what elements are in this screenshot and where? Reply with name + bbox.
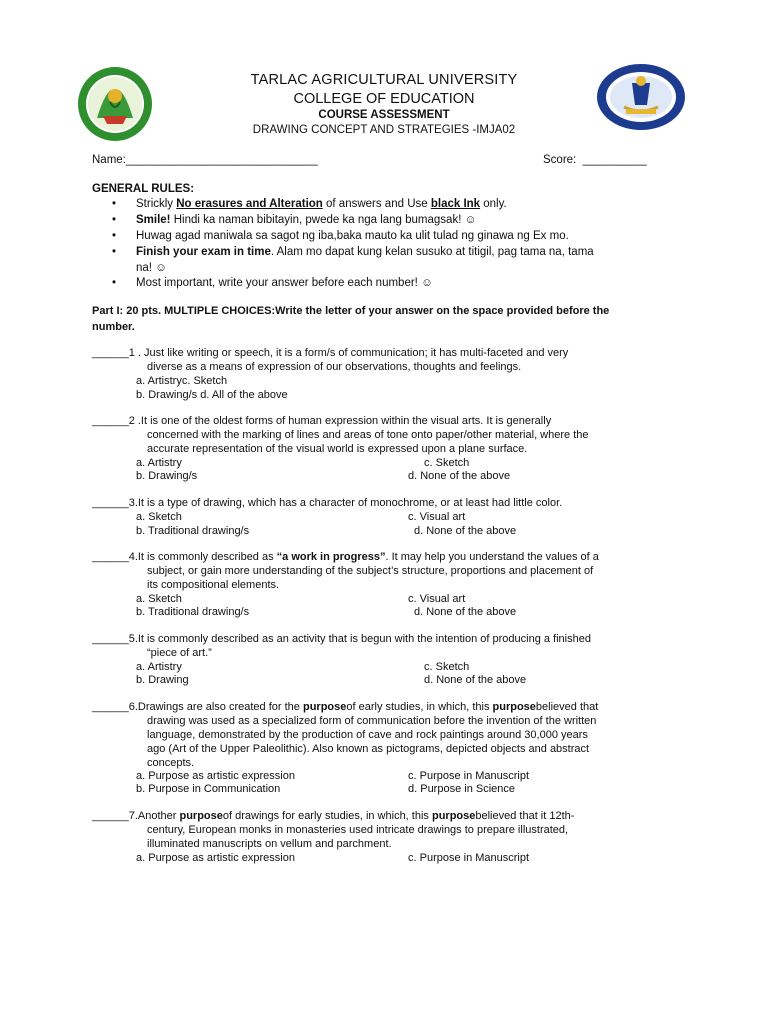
question-1-option-a: a. Artistryc. Sketch [136,375,228,387]
question-6-line-2: drawing was used as a specialized form of communication before the invention of the written [147,715,597,727]
question-6-option-b: b. Purpose in Communication [136,783,281,795]
question-4-option-a: a. Sketch [136,593,182,605]
question-5-line-2: “piece of art.” [147,647,212,659]
question-7-emphasis-2: purpose [431,810,476,822]
question-6-option-a: a. Purpose as artistic expression [136,770,295,782]
question-4-option-b: b. Traditional drawing/s [136,606,250,618]
question-7-line-2: century, European monks in monasteries used intricate drawings to prepare illustrated, [147,824,569,836]
rule-2-text: Hindi ka naman bibitayin, pwede ka nga lang bumagsak! ☺ [170,214,477,226]
question-3: ______3.It is a type of drawing, which has a character of monochrome, or at least had little color. [92,497,563,509]
bullet-icon: • [112,214,117,226]
question-2-option-c: c. Sketch [424,457,470,469]
general-rules-title: GENERAL RULES: [92,183,195,195]
bullet-icon: • [112,246,117,258]
question-4-line-2: subject, or gain more understanding of the subject’s structure, proportions and placement of [147,565,594,577]
name-label: Name: [92,154,126,166]
rule-2-emphasis: Smile! [136,214,171,226]
question-7-text: ______7.Another [92,810,180,822]
bullet-icon: • [112,230,117,242]
university-name: TARLAC AGRICULTURAL UNIVERSITY [250,72,518,88]
question-3-option-b: b. Traditional drawing/s [136,525,250,537]
question-7 [92,810,574,822]
rule-4 [136,246,594,258]
question-2-option-d: d. None of the above [408,470,511,482]
assessment-title: COURSE ASSESSMENT [318,109,450,121]
question-6-text-3: believed that [535,701,599,713]
question-5-option-d: d. None of the above [424,674,527,686]
question-5: ______5.It is commonly described as an activity that is begun with the intention of producing a finished [92,633,591,645]
question-7-emphasis: purpose [179,810,223,822]
question-6-text-2: of early studies, in which, this [346,701,493,713]
question-2-option-a: a. Artistry [136,457,182,469]
question-3-option-c: c. Visual art [408,511,466,523]
name-blank: ______________________________ [125,154,318,166]
score-blank: __________ [582,154,647,166]
rule-4-text: . Alam mo dapat kung kelan susuko at titigil, pag tama na, tama [270,246,594,258]
score-field [543,154,647,166]
question-4-option-c: c. Visual art [408,593,466,605]
question-5-option-a: a. Artistry [136,661,182,673]
question-6 [92,701,598,713]
part1-instructions-2: number. [92,321,135,333]
bullet-icon: • [112,277,117,289]
question-5-option-c: c. Sketch [424,661,470,673]
question-6-option-d: d. Purpose in Science [408,783,516,795]
question-2-line-3: accurate representation of the visual world is expressed upon a plane surface. [147,443,528,455]
question-4 [92,551,599,563]
rule-3: Huwag agad maniwala sa sagot ng iba,baka mauto ka ulit tulad ng ginawa ng Ex mo. [136,230,569,242]
question-6-line-5: concepts. [147,757,195,769]
question-6-emphasis-2: purpose [492,701,536,713]
question-6-text: ______6.Drawings are also created for the [92,701,303,713]
question-3-option-d: d. None of the above [414,525,517,537]
question-6-emphasis: purpose [302,701,347,713]
score-label: Score: [543,154,577,166]
rule-1-text-3: only. [480,198,507,210]
question-4-line-3: its compositional elements. [147,579,280,591]
question-4-option-d: d. None of the above [414,606,517,618]
rule-1-emphasis-2: black Ink [430,198,481,210]
question-7-text-3: believed that it 12th- [475,810,575,822]
question-7-option-c: c. Purpose in Manuscript [408,852,530,864]
rule-1-text: Strickly [136,198,177,210]
question-5-option-b: b. Drawing [136,674,189,686]
question-2: ______2 .It is one of the oldest forms of human expression within the visual arts. It is generally [92,415,552,427]
rule-2 [136,214,476,226]
college-name: COLLEGE OF EDUCATION [293,91,475,107]
question-7-line-3: illuminated manuscripts on vellum and parchment. [147,838,392,850]
question-6-line-4: ago (Art of the Upper Paleolithic). Also known as pictograms, depicted objects and abstract [147,743,590,755]
question-3-option-a: a. Sketch [136,511,182,523]
course-title: DRAWING CONCEPT AND STRATEGIES -IMJA02 [252,124,516,136]
question-2-line-2: concerned with the marking of lines and areas of tone onto paper/other material, where the [147,429,589,441]
rule-1-text-2: of answers and Use [322,198,431,210]
rule-4-continued: na! ☺ [136,262,167,274]
question-4-text-2: . It may help you understand the values of a [385,551,599,563]
bullet-icon: • [112,198,117,210]
rule-4-emphasis: Finish your exam in time [136,246,271,258]
part1-instructions: Part I: 20 pts. MULTIPLE CHOICES:Write the letter of your answer on the space provided before the [92,305,610,317]
question-4-emphasis: “a work in progress” [276,551,386,563]
question-1-option-b: b. Drawing/s d. All of the above [136,389,288,401]
question-4-text: ______4.It is commonly described as [92,551,277,563]
question-7-text-2: of drawings for early studies, in which, this [222,810,432,822]
question-1-line-2: diverse as a means of expression of our observations, thoughts and feelings. [147,361,522,373]
rule-5: Most important, write your answer before each number! ☺ [136,277,433,289]
question-6-option-c: c. Purpose in Manuscript [408,770,530,782]
question-1: ______1 . Just like writing or speech, it is a form/s of communication; it has multi-faceted and very [92,347,569,359]
question-2-option-b: b. Drawing/s [136,470,198,482]
name-field [92,154,318,166]
rule-1-emphasis: No erasures and Alteration [176,198,323,210]
rule-1 [136,198,507,210]
question-7-option-a: a. Purpose as artistic expression [136,852,295,864]
question-6-line-3: language, demonstrated by the production of cave and rock paintings around 30,000 years [147,729,588,741]
